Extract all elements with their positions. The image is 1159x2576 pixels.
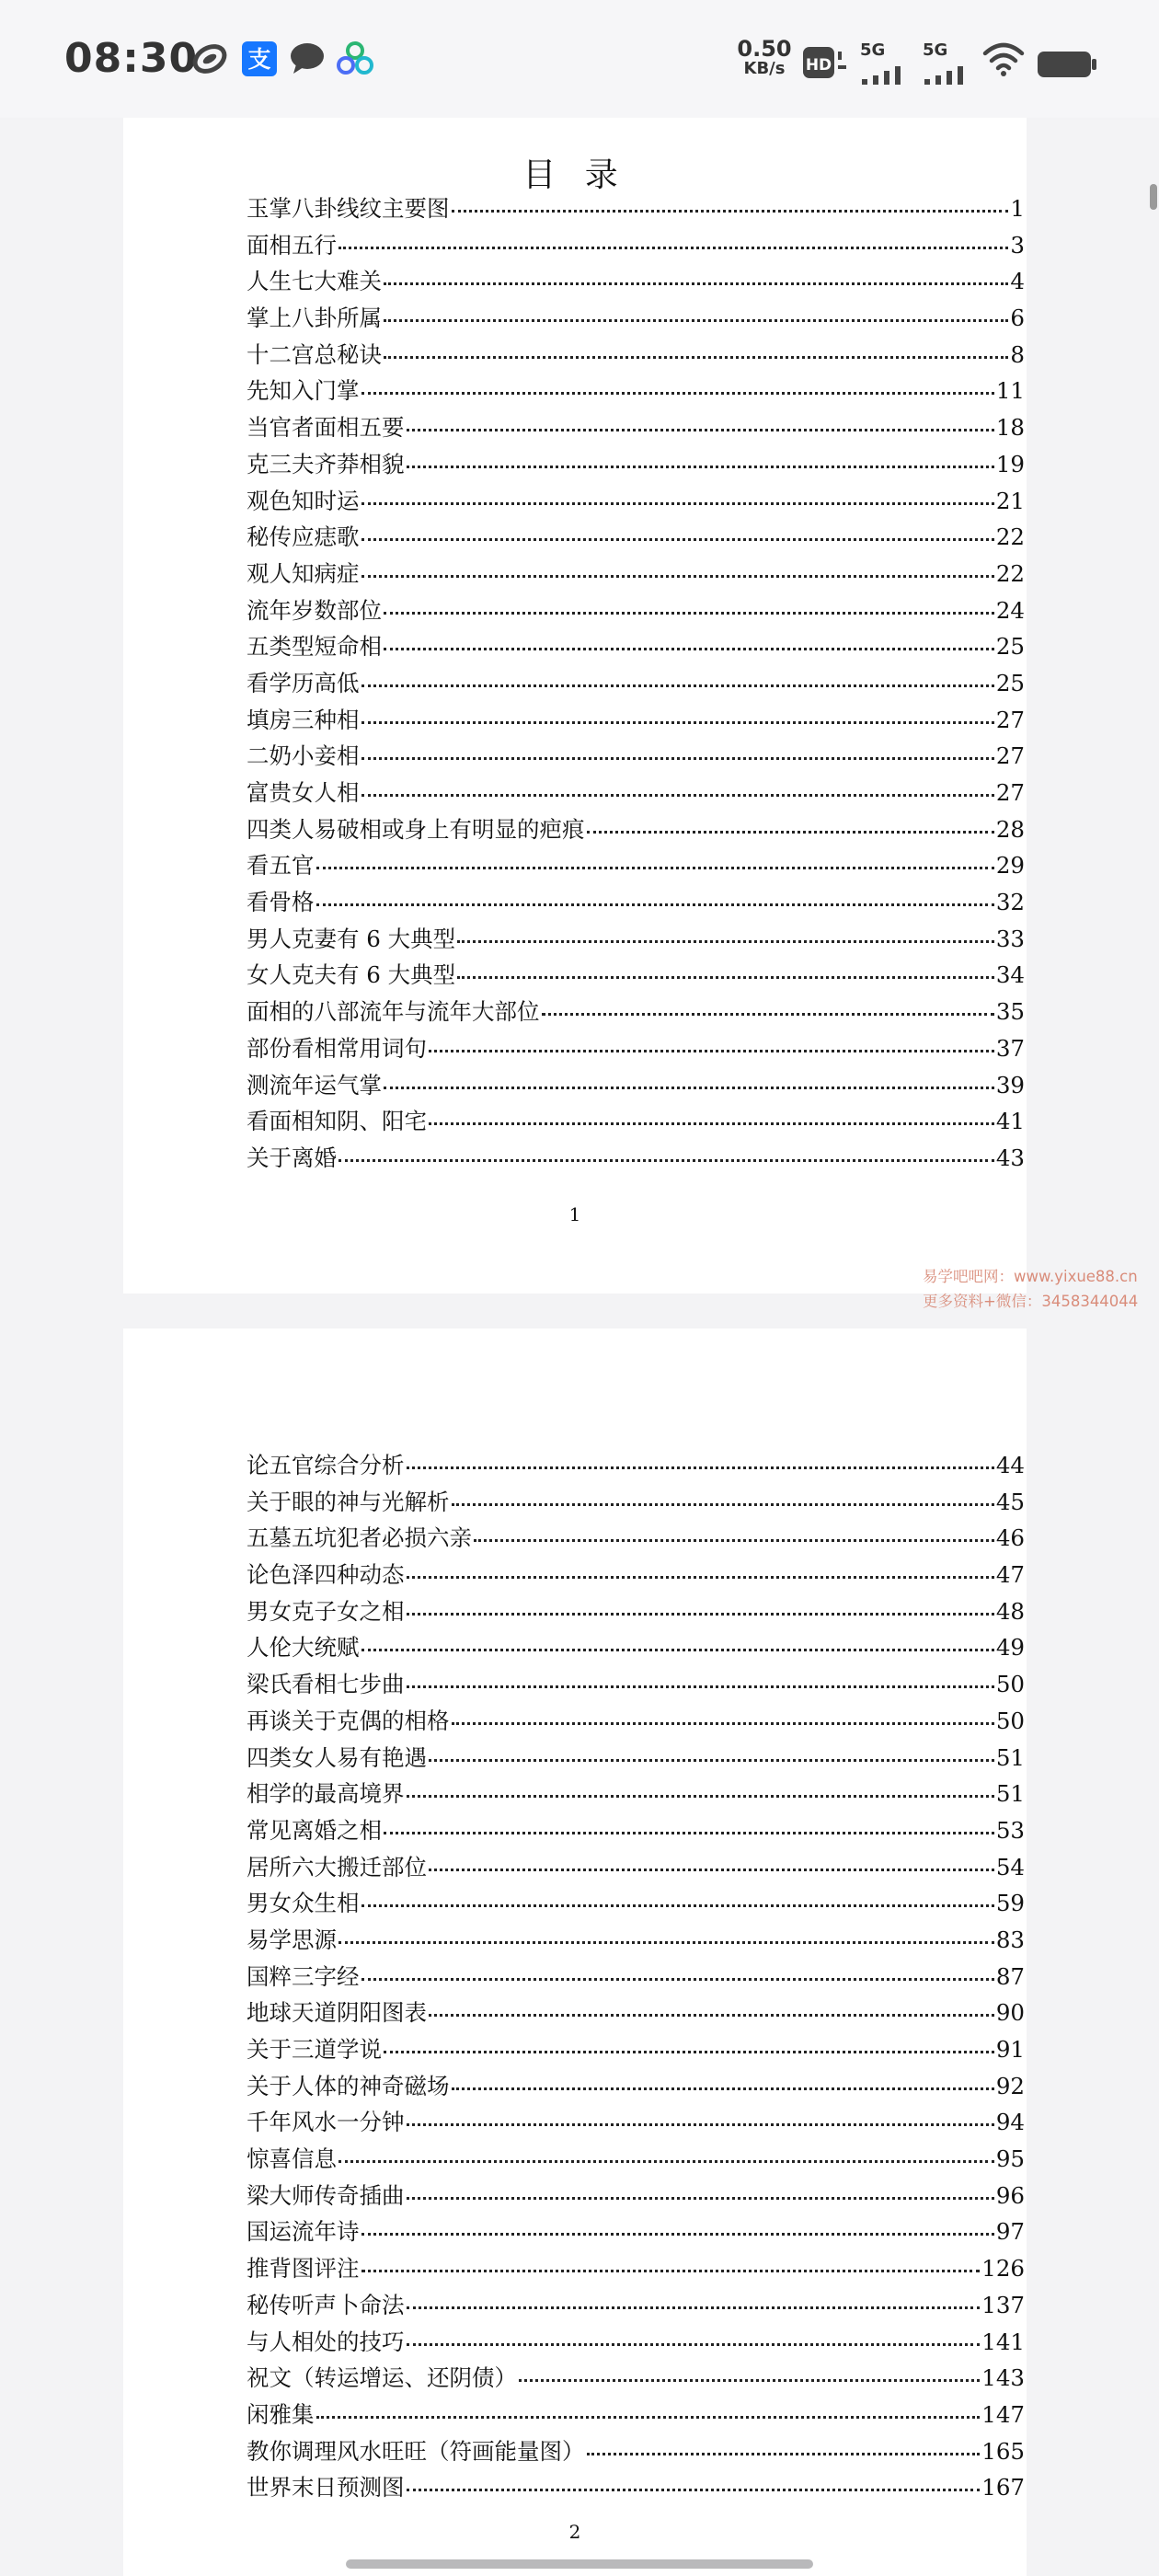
- toc-leader-dots: [429, 1759, 994, 1762]
- hd-label: HD: [805, 56, 832, 75]
- toc-leader-dots: [407, 1576, 994, 1579]
- toc-entry-title: 男女众生相: [247, 1890, 360, 1917]
- toc-leader-dots: [457, 940, 994, 943]
- toc-leader-dots: [316, 2416, 981, 2419]
- toc-entry[interactable]: [247, 1850, 1025, 1887]
- toc-entry-page: 22: [995, 523, 1025, 551]
- toc-entry-page: 53: [995, 1816, 1025, 1844]
- toc-entry[interactable]: [247, 1104, 1025, 1141]
- home-indicator[interactable]: [346, 2559, 813, 2569]
- toc-entry-title: 玉掌八卦线纹主要图: [247, 195, 450, 222]
- toc-leader-dots: [407, 466, 994, 468]
- toc-entry-page: 8: [1010, 340, 1025, 368]
- toc-entry[interactable]: [247, 228, 1025, 265]
- toc-leader-dots: [452, 2087, 994, 2090]
- toc-entry[interactable]: [247, 2434, 1025, 2471]
- toc-entry-title: 观人知病症: [247, 559, 360, 587]
- toc-entry-title: 关于三道学说: [247, 2036, 382, 2063]
- toc-entry-title: 人伦大统赋: [247, 1634, 360, 1662]
- toc-entry[interactable]: [247, 2105, 1025, 2142]
- toc-entry-page: 51: [995, 1780, 1025, 1808]
- toc-entry-page: 165: [981, 2437, 1025, 2465]
- toc-leader-dots: [407, 2197, 994, 2200]
- toc-entry[interactable]: [247, 2142, 1025, 2179]
- toc-entry[interactable]: [247, 1886, 1025, 1923]
- toc-entry-title: 相学的最高境界: [247, 1780, 405, 1808]
- toc-entry[interactable]: [247, 1068, 1025, 1105]
- toc-entry-title: 关于眼的神与光解析: [247, 1488, 450, 1515]
- toc-entry-page: 28: [995, 815, 1025, 843]
- toc-entry-title: 观色知时运: [247, 487, 360, 514]
- toc-entry-page: 27: [995, 706, 1025, 733]
- toc-leader-dots: [384, 612, 994, 615]
- toc-entry[interactable]: [247, 2179, 1025, 2215]
- status-bar: [0, 0, 1159, 118]
- toc-leader-dots: [542, 1013, 994, 1016]
- toc-list-page-2: [247, 1448, 1025, 2507]
- toc-entry-title: 居所六大搬迁部位: [247, 1853, 427, 1880]
- toc-entry-title: 关于离婚: [247, 1144, 337, 1171]
- toc-entry-title: 地球天道阴阳图表: [247, 1999, 427, 2027]
- toc-entry-page: 33: [995, 925, 1025, 952]
- toc-entry-page: 27: [995, 742, 1025, 770]
- toc-entry-title: 国运流年诗: [247, 2218, 360, 2246]
- toc-entry-title: 梁大师传奇插曲: [247, 2181, 405, 2209]
- toc-entry-title: 掌上八卦所属: [247, 305, 382, 332]
- sim2-signal-icon: [923, 57, 974, 94]
- toc-entry-page: 1: [1010, 195, 1025, 222]
- toc-entry-title: 再谈关于克偶的相格: [247, 1707, 450, 1734]
- alipay-glyph: 支: [247, 46, 271, 73]
- toc-entry-title: 关于人体的神奇磁场: [247, 2072, 450, 2099]
- toc-leader-dots: [384, 1087, 994, 1089]
- toc-leader-dots: [384, 282, 1008, 285]
- toc-entry-page: 97: [995, 2218, 1025, 2246]
- toc-entry-title: 看面相知阴、阳宅: [247, 1108, 427, 1135]
- toc-leader-dots: [407, 429, 994, 431]
- toc-entry-title: 论五官综合分析: [247, 1452, 405, 1478]
- toc-entry-title: 十二宫总秘诀: [247, 340, 382, 368]
- toc-entry-title: 先知入门掌: [247, 377, 360, 405]
- toc-leader-dots: [339, 247, 1008, 249]
- toc-entry-page: 126: [981, 2255, 1025, 2283]
- toc-leader-dots: [407, 1613, 994, 1616]
- toc-entry[interactable]: [247, 1813, 1025, 1850]
- toc-entry[interactable]: [247, 1485, 1025, 1522]
- watermark-line-2: 更多资料+微信：3458344044: [923, 1293, 1139, 1310]
- toc-entry-page: 95: [995, 2145, 1025, 2173]
- toc-leader-dots: [361, 684, 994, 687]
- toc-entry[interactable]: [247, 1448, 1025, 1485]
- toc-entry-title: 部份看相常用词句: [247, 1034, 427, 1062]
- toc-leader-dots: [384, 319, 1008, 322]
- toc-leader-dots: [519, 2379, 980, 2382]
- toc-entry-page: 27: [995, 779, 1025, 806]
- chat-bubble-icon: [287, 40, 327, 77]
- toc-entry[interactable]: [247, 410, 1025, 447]
- toc-entry[interactable]: [247, 2398, 1025, 2434]
- toc-entry[interactable]: [247, 812, 1025, 849]
- clock: 08:30: [64, 35, 199, 82]
- scrollbar-thumb[interactable]: [1150, 184, 1157, 210]
- toc-entry-title: 易学思源: [247, 1926, 337, 1953]
- toc-leader-dots: [452, 1503, 994, 1506]
- toc-leader-dots: [316, 903, 994, 906]
- toc-entry-title: 惊喜信息: [247, 2145, 337, 2173]
- toc-leader-dots: [407, 1795, 994, 1798]
- watermark-line-1: 易学吧吧网：www.yixue88.cn: [923, 1268, 1138, 1285]
- toc-entry[interactable]: [247, 447, 1025, 484]
- toc-entry-page: 143: [981, 2364, 1025, 2392]
- toc-leader-dots: [429, 2014, 994, 2017]
- toc-list-page-1: [247, 191, 1025, 1178]
- toc-entry[interactable]: [247, 1960, 1025, 1996]
- toc-entry[interactable]: [247, 666, 1025, 703]
- toc-entry-title: 面相的八部流年与流年大部位: [247, 998, 540, 1026]
- toc-entry-title: 国粹三字经: [247, 1962, 360, 1990]
- toc-entry-page: 167: [981, 2474, 1025, 2501]
- toc-leader-dots: [407, 1466, 994, 1469]
- toc-entry-title: 常见离婚之相: [247, 1816, 382, 1844]
- toc-leader-dots: [339, 1941, 994, 1944]
- toc-entry[interactable]: [247, 1741, 1025, 1777]
- toc-entry-title: 看学历高低: [247, 669, 360, 696]
- toc-entry-page: 147: [981, 2400, 1025, 2428]
- toc-leader-dots: [429, 1122, 994, 1125]
- toc-entry-page: 96: [995, 2181, 1025, 2209]
- toc-leader-dots: [361, 392, 994, 395]
- toc-entry[interactable]: [247, 593, 1025, 630]
- toc-entry-page: 44: [995, 1452, 1025, 1478]
- toc-entry-page: 46: [995, 1524, 1025, 1552]
- toc-entry-page: 141: [981, 2328, 1025, 2355]
- toc-entry-title: 男人克妻有 6 大典型: [247, 925, 456, 952]
- toc-entry-page: 91: [995, 2036, 1025, 2063]
- toc-entry-page: 6: [1010, 305, 1025, 332]
- toc-entry-page: 92: [995, 2072, 1025, 2099]
- document-page-1: [123, 118, 1027, 1294]
- toc-entry-title: 祝文（转运增运、还阴债）: [247, 2364, 517, 2392]
- toc-entry-page: 25: [995, 633, 1025, 661]
- toc-entry[interactable]: [247, 1558, 1025, 1594]
- toc-entry[interactable]: [247, 484, 1025, 521]
- toc-leader-dots: [361, 2270, 981, 2272]
- toc-entry[interactable]: [247, 264, 1025, 301]
- toc-entry[interactable]: [247, 1923, 1025, 1960]
- toc-entry[interactable]: [247, 301, 1025, 338]
- toc-entry[interactable]: [247, 776, 1025, 812]
- toc-entry[interactable]: [247, 995, 1025, 1031]
- toc-leader-dots: [452, 210, 1009, 213]
- toc-entry[interactable]: [247, 1667, 1025, 1704]
- toc-entry-title: 流年岁数部位: [247, 596, 382, 624]
- toc-entry-page: 39: [995, 1071, 1025, 1098]
- toc-entry[interactable]: [247, 2251, 1025, 2288]
- cluster-app-icon: [335, 40, 375, 77]
- toc-entry-title: 秘传应痣歌: [247, 523, 360, 551]
- watermark: [923, 1264, 1159, 1314]
- toc-entry-title: 四类女人易有艳遇: [247, 1743, 427, 1771]
- toc-entry-title: 二奶小妾相: [247, 742, 360, 770]
- sim1-network-type: 5G: [860, 40, 886, 60]
- toc-entry[interactable]: [247, 1521, 1025, 1558]
- toc-entry-title: 与人相处的技巧: [247, 2328, 405, 2355]
- toc-entry-page: 11: [995, 377, 1025, 405]
- toc-entry[interactable]: [247, 374, 1025, 410]
- alipay-icon: [241, 40, 278, 77]
- toc-entry-title: 秘传听声卜命法: [247, 2291, 405, 2318]
- toc-entry-title: 测流年运气掌: [247, 1071, 382, 1098]
- toc-entry-page: 47: [995, 1561, 1025, 1589]
- toc-entry[interactable]: [247, 922, 1025, 959]
- toc-entry-title: 世界末日预测图: [247, 2474, 405, 2501]
- toc-entry-page: 35: [995, 998, 1025, 1026]
- toc-leader-dots: [339, 1159, 994, 1162]
- toc-leader-dots: [361, 2233, 994, 2236]
- toc-entry[interactable]: [247, 2325, 1025, 2362]
- toc-entry-title: 五墓五坑犯者必损六亲: [247, 1524, 472, 1552]
- hd-voice-icon: [802, 44, 848, 81]
- toc-leader-dots: [361, 1649, 994, 1651]
- toc-entry-page: 45: [995, 1488, 1025, 1515]
- toc-entry[interactable]: [247, 2214, 1025, 2251]
- toc-entry-page: 90: [995, 1999, 1025, 2027]
- toc-entry-title: 五类型短命相: [247, 633, 382, 661]
- toc-leader-dots: [361, 502, 994, 505]
- toc-entry-page: 24: [995, 596, 1025, 624]
- toc-entry-page: 18: [995, 414, 1025, 442]
- toc-entry[interactable]: [247, 2470, 1025, 2507]
- toc-entry-title: 四类人易破相或身上有明显的疤痕: [247, 815, 585, 843]
- toc-title: 目 录: [522, 156, 627, 194]
- toc-leader-dots: [384, 648, 994, 650]
- toc-entry-title: 人生七大难关: [247, 268, 382, 295]
- toc-leader-dots: [361, 538, 994, 541]
- wifi-icon: [982, 40, 1025, 77]
- toc-entry-page: 21: [995, 487, 1025, 514]
- toc-entry[interactable]: [247, 338, 1025, 374]
- toc-leader-dots: [361, 757, 994, 760]
- toc-entry-title: 千年风水一分钟: [247, 2109, 405, 2136]
- toc-entry-title: 女人克夫有 6 大典型: [247, 961, 456, 989]
- toc-entry-title: 男女克子女之相: [247, 1597, 405, 1625]
- toc-entry-title: 当官者面相五要: [247, 414, 405, 442]
- toc-leader-dots: [429, 1869, 994, 1871]
- toc-leader-dots: [361, 721, 994, 724]
- toc-entry-page: 49: [995, 1634, 1025, 1662]
- toc-leader-dots: [361, 794, 994, 797]
- toc-leader-dots: [384, 1832, 994, 1834]
- toc-entry[interactable]: [247, 2032, 1025, 2069]
- toc-leader-dots: [339, 2160, 994, 2163]
- toc-leader-dots: [474, 1539, 994, 1542]
- toc-entry-title: 看骨格: [247, 889, 315, 916]
- network-speed: [736, 36, 793, 79]
- toc-entry-title: 面相五行: [247, 231, 337, 259]
- toc-leader-dots: [361, 575, 994, 578]
- toc-entry-page: 54: [995, 1853, 1025, 1880]
- toc-entry-page: 4: [1010, 268, 1025, 295]
- toc-entry-title: 闲雅集: [247, 2400, 315, 2428]
- toc-entry[interactable]: [247, 557, 1025, 593]
- toc-leader-dots: [384, 356, 1008, 359]
- toc-leader-dots: [384, 2051, 994, 2053]
- toc-entry[interactable]: [247, 703, 1025, 740]
- toc-entry-title: 看五官: [247, 852, 315, 880]
- toc-leader-dots: [587, 831, 994, 834]
- toc-entry[interactable]: [247, 958, 1025, 995]
- toc-entry-title: 推背图评注: [247, 2255, 360, 2283]
- toc-entry-page: 59: [995, 1890, 1025, 1917]
- toc-leader-dots: [361, 1904, 994, 1907]
- toc-entry-page: 87: [995, 1962, 1025, 1990]
- toc-leader-dots: [407, 2306, 981, 2309]
- toc-entry[interactable]: [247, 520, 1025, 557]
- toc-entry-page: 83: [995, 1926, 1025, 1953]
- toc-entry-page: 3: [1010, 231, 1025, 259]
- toc-entry[interactable]: [247, 1704, 1025, 1741]
- toc-entry-title: 富贵女人相: [247, 779, 360, 806]
- toc-entry-page: 32: [995, 889, 1025, 916]
- toc-entry[interactable]: [247, 2069, 1025, 2106]
- sim1-signal-icon: [860, 57, 912, 94]
- toc-leader-dots: [587, 2453, 981, 2455]
- toc-leader-dots: [457, 976, 994, 979]
- toc-entry[interactable]: [247, 739, 1025, 776]
- battery-icon: [1036, 46, 1098, 83]
- toc-entry-page: 25: [995, 669, 1025, 696]
- toc-entry[interactable]: [247, 629, 1025, 666]
- loop-app-icon: [189, 40, 230, 77]
- toc-entry-page: 48: [995, 1597, 1025, 1625]
- toc-entry-page: 19: [995, 450, 1025, 477]
- toc-entry-page: 51: [995, 1743, 1025, 1771]
- network-speed-unit: KB/s: [743, 59, 786, 78]
- toc-leader-dots: [452, 1722, 994, 1725]
- toc-entry-page: 41: [995, 1108, 1025, 1135]
- toc-entry-title: 克三夫齐莽相貌: [247, 450, 405, 477]
- toc-entry-page: 22: [995, 559, 1025, 587]
- toc-entry-title: 填房三种相: [247, 706, 360, 733]
- toc-entry[interactable]: [247, 1141, 1025, 1178]
- toc-entry[interactable]: [247, 885, 1025, 922]
- toc-entry[interactable]: [247, 1777, 1025, 1813]
- document-page-2: [123, 1328, 1027, 2576]
- toc-entry-page: 50: [995, 1707, 1025, 1734]
- toc-entry-page: 43: [995, 1144, 1025, 1171]
- toc-entry-page: 29: [995, 852, 1025, 880]
- toc-leader-dots: [316, 867, 994, 869]
- toc-entry-title: 论色泽四种动态: [247, 1561, 405, 1589]
- toc-leader-dots: [407, 1685, 994, 1688]
- toc-leader-dots: [407, 2343, 981, 2346]
- toc-entry-page: 50: [995, 1671, 1025, 1698]
- toc-entry[interactable]: [247, 1031, 1025, 1068]
- toc-entry-page: 137: [981, 2291, 1025, 2318]
- page-number: 2: [568, 2521, 581, 2543]
- toc-leader-dots: [361, 1978, 994, 1981]
- toc-leader-dots: [429, 1050, 994, 1052]
- sim2-network-type: 5G: [923, 40, 948, 60]
- toc-entry[interactable]: [247, 1995, 1025, 2032]
- page-number: 1: [568, 1203, 581, 1225]
- toc-entry-page: 34: [995, 961, 1025, 989]
- toc-entry[interactable]: [247, 848, 1025, 885]
- toc-entry-page: 37: [995, 1034, 1025, 1062]
- toc-entry[interactable]: [247, 1630, 1025, 1667]
- toc-entry-page: 94: [995, 2109, 1025, 2136]
- network-speed-value: 0.50: [737, 36, 792, 62]
- toc-entry-title: 教你调理风水旺旺（符画能量图）: [247, 2437, 585, 2465]
- toc-leader-dots: [407, 2489, 981, 2491]
- toc-entry[interactable]: [247, 2361, 1025, 2398]
- toc-leader-dots: [407, 2123, 994, 2126]
- toc-entry-title: 梁氏看相七步曲: [247, 1671, 405, 1698]
- toc-entry[interactable]: [247, 1594, 1025, 1631]
- toc-entry[interactable]: [247, 2288, 1025, 2325]
- toc-entry[interactable]: [247, 191, 1025, 228]
